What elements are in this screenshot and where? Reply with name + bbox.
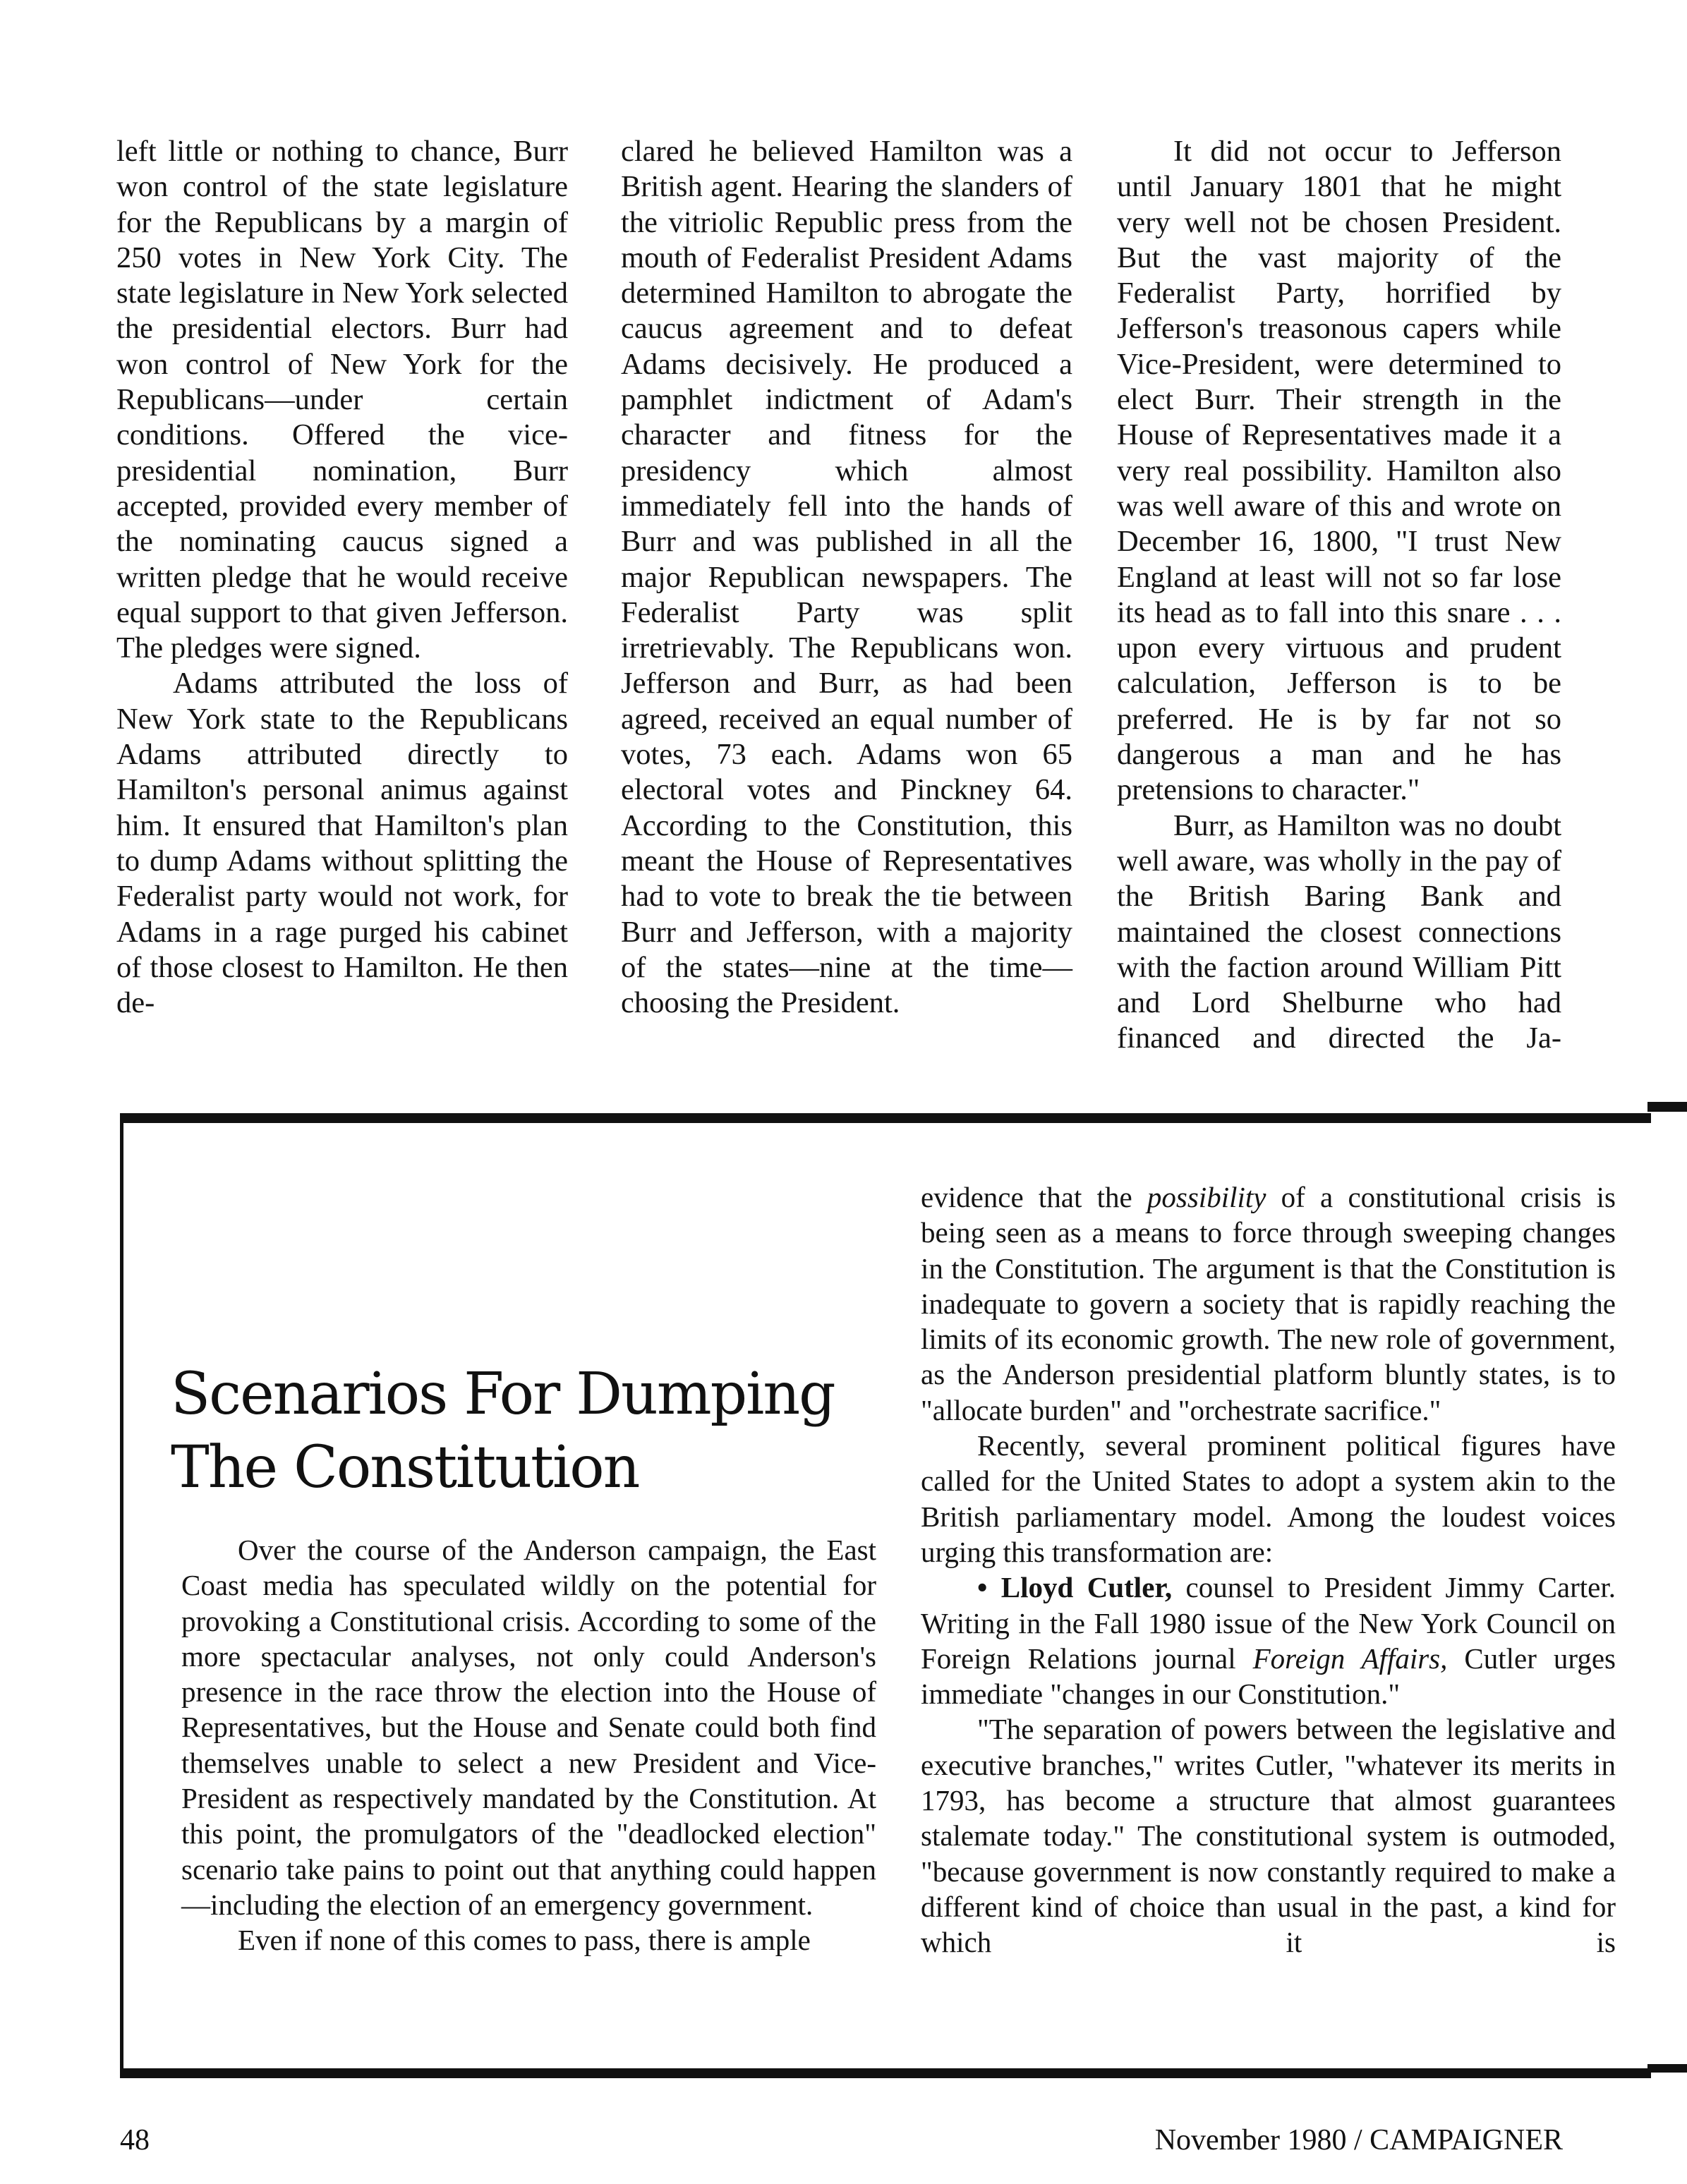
page-number: 48: [120, 2124, 150, 2156]
sidebar-paragraph: Recently, several prominent political figures have called for the United States to adopt a system akin to the British parliamentary model. Among the loudest voices urging this transformation are:: [921, 1429, 1616, 1568]
box-top-rule: [120, 1113, 1651, 1123]
sidebar-paragraph: Over the course of the Anderson campaign, the East Coast media has speculated wildly on the potential for provoking a Constitutional crisis. According to some of the more spectacular analyses, not only could Anderson's presence in the race throw the election into the House of Representatives, but the House and Senate could both find themselves unable to select a new President and Vice-President as respectively mandated by the Constitution. At this point, the promulgators of the "deadlocked election" scenario take pains to point out that anything could happen—including the election of an emergency government.: [181, 1534, 876, 1921]
article-paragraph: Burr, as Hamilton was no doubt well aware, was wholly in the pay of the British Baring Bank and maintained the closest connections with the faction around William Pitt and Lord Shelburne who had financed and directed the Ja-: [1117, 808, 1561, 1055]
box-bottom-rule: [120, 2068, 1651, 2078]
article-column-1: [116, 134, 568, 1021]
article-paragraph: left little or nothing to chance, Burr won control of the state legislature for the Republicans by a margin of 250 votes in New York City. The state legislature in New York selected the presidential electors. Burr had won control of New York for the Republicans—under certain conditions. Offered the vice-presidential nomination, Burr accepted, provided every member of the nominating caucus signed a written pledge that he would receive equal support to that given Jefferson. The pledges were signed.: [116, 135, 568, 665]
article-column-2: [621, 134, 1072, 1021]
emphasis-text: Foreign Affairs,: [1252, 1642, 1448, 1675]
article-column-3: [1117, 134, 1561, 1057]
sidebar-headline: [171, 1358, 919, 1505]
text-run: of a constitutional crisis is being seen as a means to force through sweeping changes in the Constitution. The argument is that the Constitution is inadequate to govern a society that is rapidly reaching the limits of its economic growth. The new role of government, as the Anderson presidential platform bluntly states, is to "allocate burden" and "orchestrate sacrifice.": [921, 1181, 1616, 1426]
sidebar-paragraph: "The separation of powers between the legislative and executive branches," writes Cutler, "whatever its merits in 1793, has become a structure that almost guarantees stalemate today." The constitutional system is outmoded, "because government is now constantly required to make a different kind of choice than usual in the past, a kind for which it is: [921, 1713, 1616, 1959]
publication-footer: November 1980 / CAMPAIGNER: [1154, 2124, 1563, 2156]
article-paragraph: clared he believed Hamilton was a British agent. Hearing the slanders of the vitriolic Republic press from the mouth of Federalist President Adams determined Hamilton to abrogate the caucus agreement and to defeat Adams decisively. He produced a pamphlet indictment of Adam's character and fitness for the presidency which almost immediately fell into the hands of Burr and was published in all the major Republican newspapers. The Federalist Party was split irretrievably. The Republicans won. Jefferson and Burr, as had been agreed, received an equal number of votes, 73 each. Adams won 65 electoral votes and Pinckney 64. According to the Constitution, this meant the House of Representatives had to vote to break the tie between Burr and Jefferson, with a majority of the states—nine at the time—choosing the President.: [621, 135, 1072, 1020]
article-paragraph: Adams attributed the loss of New York state to the Republicans Adams attributed directly to Hamilton's personal animus against him. It ensured that Hamilton's plan to dump Adams without splitting the Federalist party would not work, for Adams in a rage purged his cabinet of those closest to Hamilton. He then de-: [116, 667, 568, 1020]
sidebar-headline-line-2: The Constitution: [171, 1434, 639, 1501]
sidebar-paragraph: [921, 1179, 1616, 1428]
sidebar-column-1: [181, 1532, 876, 1958]
bullet-name: • Lloyd Cutler,: [977, 1571, 1173, 1604]
article-paragraph: It did not occur to Jefferson until January 1801 that he might very well not be chosen President. But the vast majority of the Federalist Party, horrified by Jefferson's treasonous capers while Vice-President, were determined to elect Burr. Their strength in the House of Representatives made it a very real possibility. Hamilton also was well aware of this and wrote on December 16, 1800, "I trust New England at least will not so far lose its head as to fall into this snare . . . upon every virtuous and prudent calculation, Jefferson is to be preferred. He is by far not so dangerous a man and he has pretensions to character.": [1117, 135, 1561, 807]
sidebar-paragraph-bullet: [921, 1570, 1616, 1711]
box-left-rule: [120, 1123, 123, 2072]
sidebar-column-2: [921, 1179, 1616, 1960]
sidebar-paragraph: Even if none of this comes to pass, there is ample: [238, 1924, 811, 1957]
emphasis-text: possibility: [1147, 1181, 1266, 1213]
text-run: counsel to President Jimmy Carter. Writing in the Fall 1980 issue of the New York Council on Foreign Relations journal: [921, 1571, 1616, 1675]
box-bottom-rule-tab: [1647, 2064, 1687, 2073]
sidebar-headline-line-1: Scenarios For Dumping: [171, 1361, 835, 1428]
text-run: Cutler urges immediate "changes in our Constitution.": [921, 1642, 1616, 1711]
text-run: evidence that the: [921, 1181, 1147, 1213]
box-top-rule-tab: [1647, 1102, 1687, 1112]
